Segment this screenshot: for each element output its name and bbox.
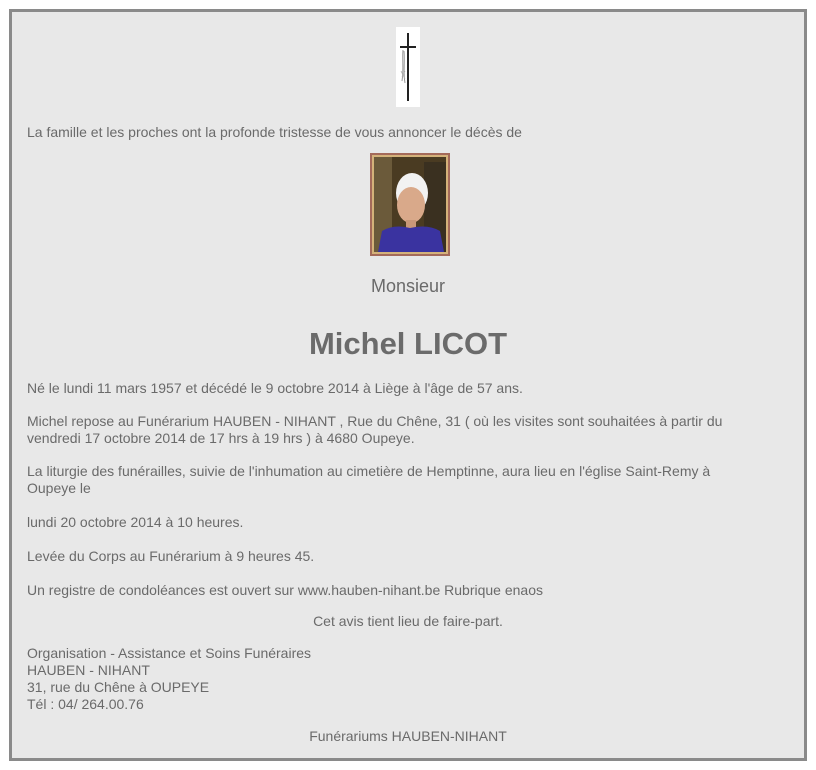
footer-text: Funérariums HAUBEN-NIHANT	[309, 728, 507, 744]
register-text: Un registre de condoléances est ouvert sur www.hauben-nihant.be Rubrique enaos	[27, 582, 543, 598]
organisation-phone: Tél : 04/ 264.00.76	[27, 696, 144, 712]
obituary-card	[9, 9, 807, 761]
liturgy-text-line1: La liturgie des funérailles, suivie de l'inhumation au cimetière de Hemptinne, aura lieu en l'église Saint-Remy à	[27, 463, 711, 479]
repose-text-line1: Michel repose au Funérarium HAUBEN - NIHANT , Rue du Chêne, 31 ( où les visites sont souhaitées à partir du	[27, 413, 723, 429]
liturgy-text-line2: Oupeye le	[27, 480, 91, 496]
intro-text: La famille et les proches ont la profonde tristesse de vous annoncer le décès de	[27, 124, 522, 140]
faire-part-text: Cet avis tient lieu de faire-part.	[313, 613, 503, 629]
portrait-photo	[370, 153, 450, 256]
cross-icon	[396, 27, 420, 107]
organisation-line2: HAUBEN - NIHANT	[27, 662, 150, 678]
birth-death-text: Né le lundi 11 mars 1957 et décédé le 9 octobre 2014 à Liège à l'âge de 57 ans.	[27, 380, 523, 396]
ceremony-date: lundi 20 octobre 2014 à 10 heures.	[27, 514, 244, 530]
honorific: Monsieur	[370, 276, 446, 296]
organisation-line1: Organisation - Assistance et Soins Funéraires	[27, 645, 312, 661]
organisation-address: 31, rue du Chêne à OUPEYE	[27, 679, 210, 695]
levee-text: Levée du Corps au Funérarium à 9 heures 45.	[27, 548, 315, 564]
repose-text-line2: vendredi 17 octobre 2014 de 17 hrs à 19 hrs ) à 4680 Oupeye.	[27, 430, 415, 446]
deceased-name: Michel LICOT	[308, 326, 508, 361]
